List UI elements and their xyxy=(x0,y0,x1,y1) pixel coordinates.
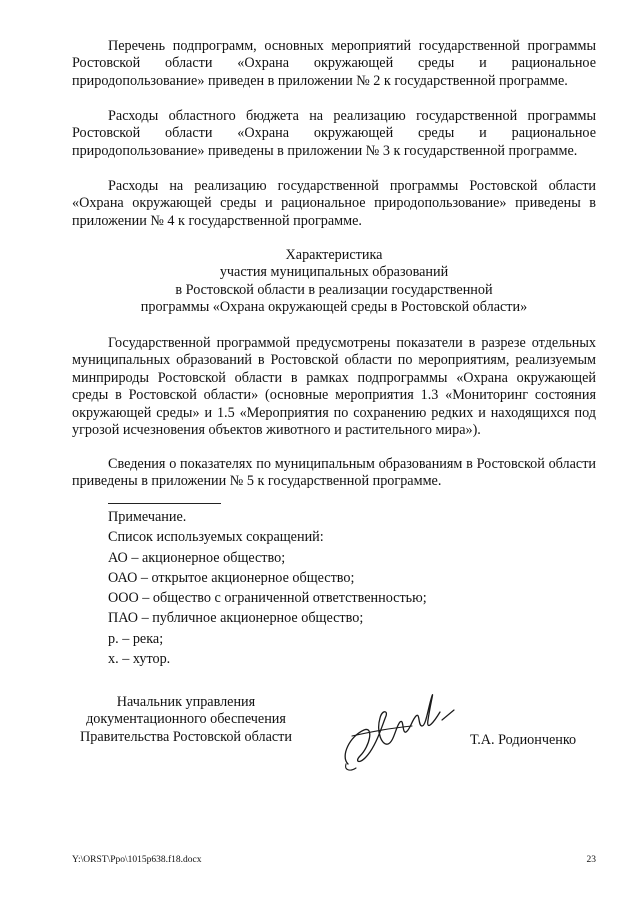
note-title: Примечание. xyxy=(108,509,187,525)
paragraph-regional-budget: Расходы областного бюджета на реализацию государственной программы Ростовской области «Охрана окружающей среды и рациональное природопользование» приведены в приложении № 3 к государственной программе. xyxy=(72,108,596,159)
abbreviation-item: ПАО – публичное акционерное общество; xyxy=(108,610,364,627)
position-line-1: Начальник управления xyxy=(116,694,256,710)
position-line-2: документационного обеспечения xyxy=(86,711,286,728)
handwritten-signature xyxy=(330,686,460,776)
file-path: Y:\ORST\Ppo\1015p638.f18.docx xyxy=(72,855,202,865)
abbreviation-item: р. – река; xyxy=(108,630,164,647)
abbreviation-item: АО – акционерное общество; xyxy=(108,549,286,566)
footnote-divider xyxy=(108,503,221,504)
note-intro: Список используемых сокращений: xyxy=(108,529,324,546)
paragraph-program-expenses: Расходы на реализацию государственной программы Ростовской области «Охрана окружающей среды и рациональное природопользование» приведены в приложении № 4 к государственной программе. xyxy=(72,178,596,229)
signatory-name: Т.А. Родионченко xyxy=(470,732,577,748)
section-heading xyxy=(72,247,596,317)
heading-line-3: в Ростовской области в реализации государственной xyxy=(175,281,493,298)
page-number: 23 xyxy=(586,855,596,865)
signatory-position xyxy=(66,694,306,746)
heading-line-1: Характеристика xyxy=(285,247,383,263)
paragraph-indicators: Государственной программой предусмотрены показатели в разрезе отдельных муниципальных образований в Ростовской области по мероприятиям, реализуемым минприроды Ростовской области в рамках подпрограммы «Охрана окружающей среды в Ростовской области» (основные мероприятия 1.3 «Мониторинг состояния окружающей среды» и 1.5 «Мероприятия по сохранению редких и находящихся под угрозой исчезновения объектов животного и растительного мира»). xyxy=(72,335,596,439)
heading-line-4: программы «Охрана окружающей среды в Ростовской области» xyxy=(140,299,528,316)
abbreviation-item: ОАО – открытое акционерное общество; xyxy=(108,569,355,586)
position-line-3: Правительства Ростовской области xyxy=(80,728,292,745)
paragraph-indicators-info: Сведения о показателях по муниципальным образованиям в Ростовской области приведены в приложении № 5 к государственной программе. xyxy=(72,456,596,490)
paragraph-subprograms-list: Перечень подпрограмм, основных мероприятий государственной программы Ростовской области «Охрана окружающей среды и рациональное природопользование» приведен в приложении № 2 к государственной программе. xyxy=(72,38,596,89)
abbreviations-note xyxy=(108,507,427,669)
heading-line-2: участия муниципальных образований xyxy=(219,264,449,281)
abbreviation-item: ООО – общество с ограниченной ответственностью; xyxy=(108,590,427,607)
abbreviation-item: х. – хутор. xyxy=(108,651,171,668)
